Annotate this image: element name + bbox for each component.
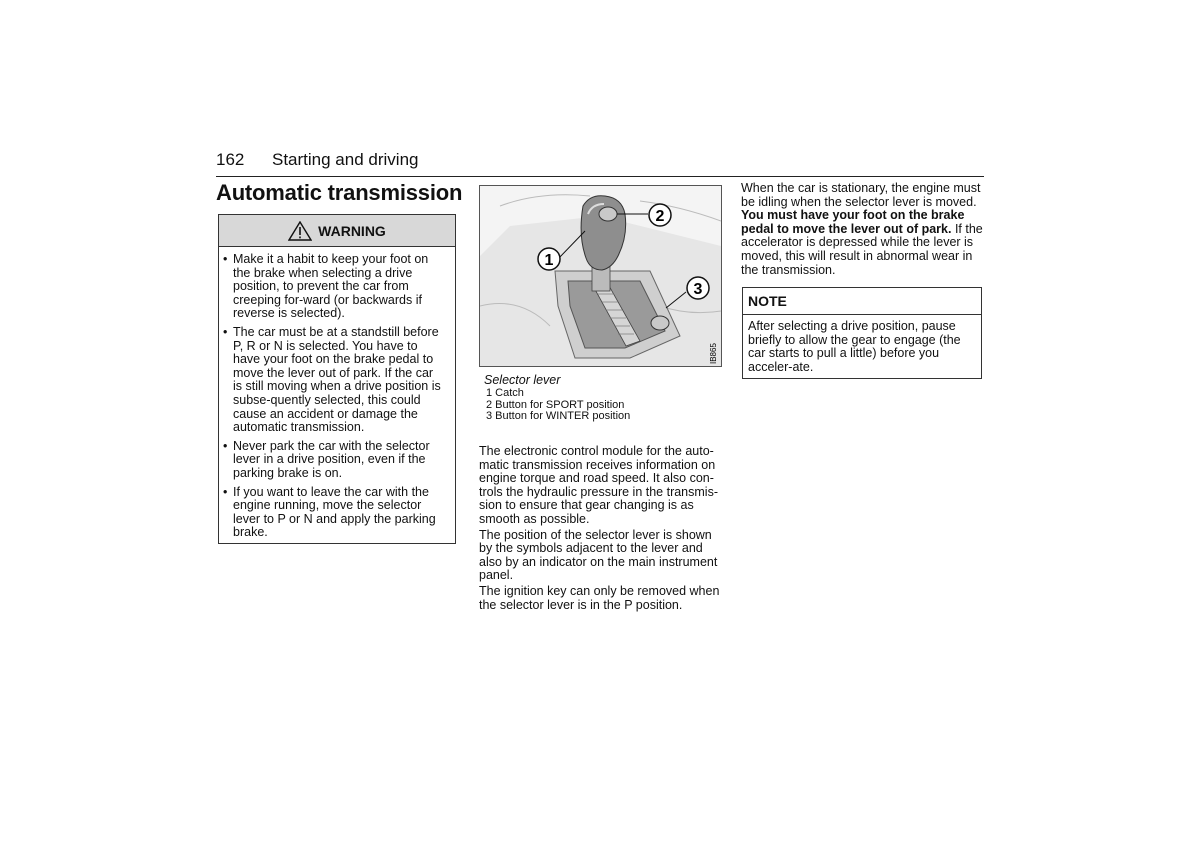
callout-1: 1 — [544, 252, 554, 269]
callout-3: 3 — [693, 281, 703, 298]
body-column-right — [741, 182, 985, 279]
figure-caption: Selector lever — [484, 373, 561, 387]
paragraph-emphasis: You must have your foot on the brake pedal to move the lever out of park. — [741, 208, 965, 236]
warning-header — [219, 215, 455, 247]
figure-legend — [486, 388, 630, 423]
warning-list — [219, 247, 455, 540]
callout-2: 2 — [655, 208, 665, 225]
figure-code: IB865 — [709, 343, 718, 364]
list-item: • Never park the car with the selector lever in a drive position, even if the parking brake is on. — [223, 440, 445, 481]
body-column-middle — [479, 445, 723, 614]
selector-lever-figure — [479, 185, 722, 367]
chapter-title: Automatic transmission — [216, 180, 463, 205]
warning-box — [218, 214, 456, 544]
section-title: Starting and driving — [272, 150, 419, 169]
paragraph: The position of the selector lever is shown by the symbols adjacent to the lever and also by an indicator on the main instrument panel. — [479, 527, 718, 583]
warning-triangle-icon — [288, 221, 312, 241]
note-box — [742, 287, 982, 379]
page-number: 162 — [216, 150, 245, 169]
note-text: After selecting a drive position, pause briefly to allow the gear to engage (the car starts to pull a little) before you acceler-ate. — [748, 319, 961, 374]
paragraph-text: When the car is stationary, the engine must be idling when the selector lever is moved. — [741, 181, 981, 209]
paragraph-text: If the accelerator is depressed while the lever is moved, this will result in abnormal wear in the transmission. — [741, 221, 983, 277]
paragraph: The ignition key can only be removed when the selector lever is in the P position. — [479, 583, 720, 612]
header-rule — [216, 176, 984, 177]
note-title: NOTE — [743, 288, 981, 315]
selector-lever-illustration — [480, 186, 721, 366]
list-item: • The car must be at a standstill before P, R or N is selected. You have to have your foot on the brake pedal to move the lever out of park. If the car is still moving when a drive position is subse-quently selected, this could cause an accident or damage the automatic transmission. — [223, 326, 445, 435]
list-item: • If you want to leave the car with the engine running, move the selector lever to P or N and apply the parking brake. — [223, 486, 445, 540]
warning-title: WARNING — [318, 222, 386, 239]
legend-item: 3 Button for WINTER position — [486, 410, 631, 422]
list-item: • Make it a habit to keep your foot on the brake when selecting a drive position, to prevent the car from creeping for-ward (or backwards if reverse is selected). — [223, 253, 445, 321]
legend-item: 2 Button for SPORT position — [486, 398, 625, 411]
paragraph — [741, 182, 985, 277]
legend-item: 1 Catch — [486, 387, 524, 399]
paragraph: The electronic control module for the auto-matic transmission receives information on engine torque and road speed. It also con-trols the hydraulic pressure in the transmis-sion to ensure that gear changing is as smooth as possible. — [479, 444, 718, 526]
